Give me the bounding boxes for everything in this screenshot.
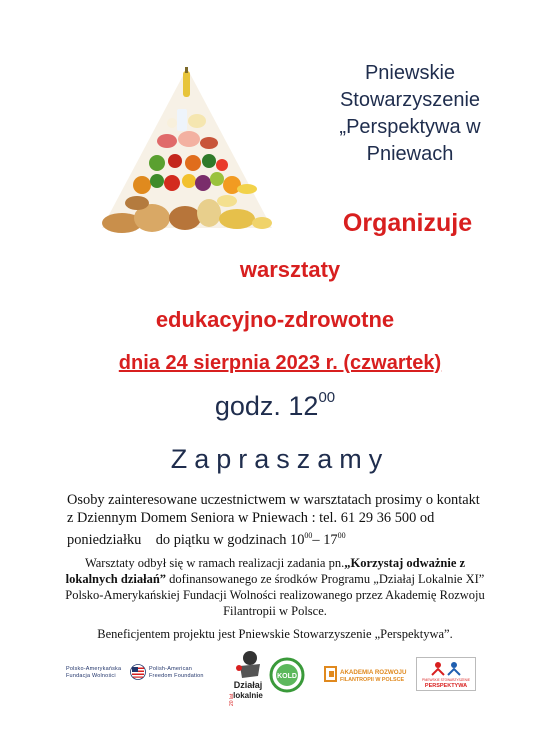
event-time-text: godz. 12 bbox=[214, 391, 319, 421]
pafw-logo bbox=[66, 666, 126, 680]
heading-topic: edukacyjno-zdrowotne bbox=[155, 307, 395, 332]
project-paragraph bbox=[60, 555, 490, 619]
pa-freedom-logo bbox=[149, 666, 211, 680]
dzialaj-years: 20 lat bbox=[229, 693, 235, 706]
organization-name bbox=[300, 60, 520, 168]
pa-logo-line-1: Polish-American bbox=[149, 666, 193, 672]
akademia-line-1: AKADEMIA ROZWOJU bbox=[340, 669, 407, 676]
perspektywa-logo bbox=[416, 657, 476, 691]
akademia-line-2: FILANTROPII W POLSCE bbox=[340, 677, 405, 683]
pafw-logo-line-2: Fundacja Wolności bbox=[66, 673, 116, 679]
heading-warsztaty: warsztaty bbox=[239, 257, 341, 282]
kold-logo-text: KOLD bbox=[277, 673, 297, 680]
organization-line-3: „Perspektywa w bbox=[339, 116, 481, 138]
contact-hour-end-minutes: 00 bbox=[337, 531, 346, 540]
contact-text-2: do piątku w godzinach 10 bbox=[155, 531, 305, 548]
event-time-minutes: 00 bbox=[318, 389, 336, 406]
kold-logo bbox=[270, 658, 304, 692]
beneficiary-paragraph: Beneficjentem projektu jest Pniewskie Stowarzyszenie „Perspektywa”. bbox=[97, 627, 453, 641]
dzialaj-word-2: lokalnie bbox=[233, 691, 263, 700]
contact-text-1: Osoby zainteresowane uczestnictwem w warsztatach prosimy o kontakt z Dziennym Domem Seniora w Pniewach : tel. 61 29 36 500 od poniedziałku bbox=[67, 492, 480, 548]
perspektywa-top-text: PNIEWSKIE STOWARZYSZENIE bbox=[422, 678, 470, 682]
contact-hour-end: – 17 bbox=[312, 531, 338, 548]
akademia-rozwoju-logo bbox=[325, 664, 410, 686]
pa-logo-line-2: Freedom Foundation bbox=[149, 673, 204, 679]
project-title: „Korzystaj odważnie z lokalnych działań” bbox=[65, 556, 466, 586]
organization-line-2: Stowarzyszenie bbox=[339, 89, 481, 111]
project-text-1: Warsztaty odbył się w ramach realizacji zadania pn. bbox=[84, 556, 345, 570]
contact-paragraph bbox=[67, 491, 487, 549]
project-text-2: dofinansowanego ze środków Programu „Działaj Lokalnie XI” Polsko-Amerykańskiej Fundacji Wolności realizowanego przez Akademię Rozwoju Filantropii w Polsce. bbox=[65, 572, 485, 618]
flag-icon bbox=[130, 664, 146, 680]
organization-line-1: Pniewskie bbox=[364, 62, 456, 84]
dzialaj-word-1: Działaj bbox=[233, 680, 263, 690]
event-date: dnia 24 sierpnia 2023 r. (czwartek) bbox=[118, 352, 442, 374]
organization-line-4: Pniewach bbox=[366, 143, 454, 165]
perspektywa-name-text: PERSPEKTYWA bbox=[424, 683, 468, 689]
contact-hour-start-minutes: 00 bbox=[304, 531, 313, 540]
pafw-logo-line-1: Polsko-Amerykańska bbox=[66, 666, 122, 672]
heading-organizuje: Organizuje bbox=[342, 209, 473, 237]
event-time bbox=[195, 391, 355, 422]
dzialaj-lokalnie-logo bbox=[230, 648, 266, 708]
invitation-text: Zapraszamy bbox=[170, 444, 390, 474]
food-pyramid-image bbox=[97, 63, 277, 243]
